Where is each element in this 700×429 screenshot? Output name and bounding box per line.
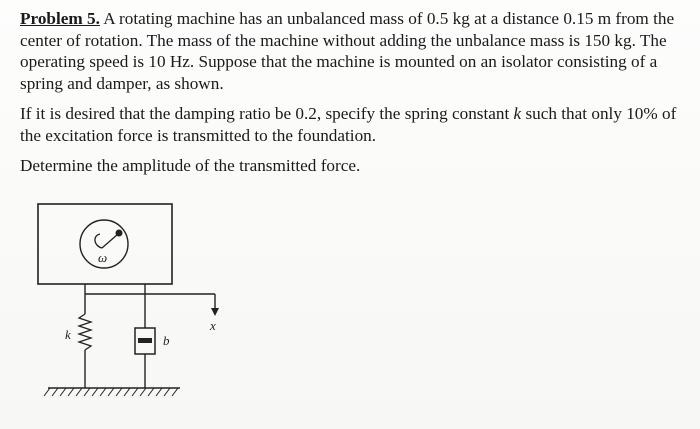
- question-transmitted-force: Determine the amplitude of the transmitted force.: [20, 156, 361, 175]
- machine-box: [38, 204, 172, 284]
- question-1-text-b: such that only 10% of the excitation force is transmitted to the foundation.: [20, 104, 677, 145]
- damper-piston: [138, 338, 152, 343]
- problem-intro: [20, 8, 690, 94]
- question-1-variable: k: [513, 104, 522, 123]
- unbalanced-mass: [116, 230, 123, 237]
- displacement-label: x: [210, 318, 216, 333]
- figure-svg: [30, 198, 230, 413]
- spring-coil: [79, 314, 91, 350]
- spring-label: k: [65, 327, 71, 342]
- displacement-arrow-head: [211, 308, 219, 316]
- damper-label: b: [163, 333, 170, 348]
- problem-statement: A rotating machine has an unbalanced mass of 0.5 kg at a distance 0.15 m from the center of rotation. The mass of the machine without adding the unbalance mass is 150 kg. The operating speed is 10 Hz. Suppose that the machine is mounted on an isolator consisting of a spring and damper, as shown.: [20, 9, 675, 93]
- rotor-arm: [102, 234, 118, 248]
- problem-text: [20, 8, 690, 186]
- machine-isolator-figure: [30, 198, 230, 413]
- rotation-arc: [95, 234, 102, 248]
- omega-label: ω: [98, 250, 108, 265]
- question-spring-constant: [20, 103, 690, 146]
- question-1-text-a: If it is desired that the damping ratio be 0.2, specify the spring constant: [20, 104, 514, 123]
- ground-hatching: [44, 388, 178, 396]
- problem-label: Problem 5.: [20, 9, 100, 28]
